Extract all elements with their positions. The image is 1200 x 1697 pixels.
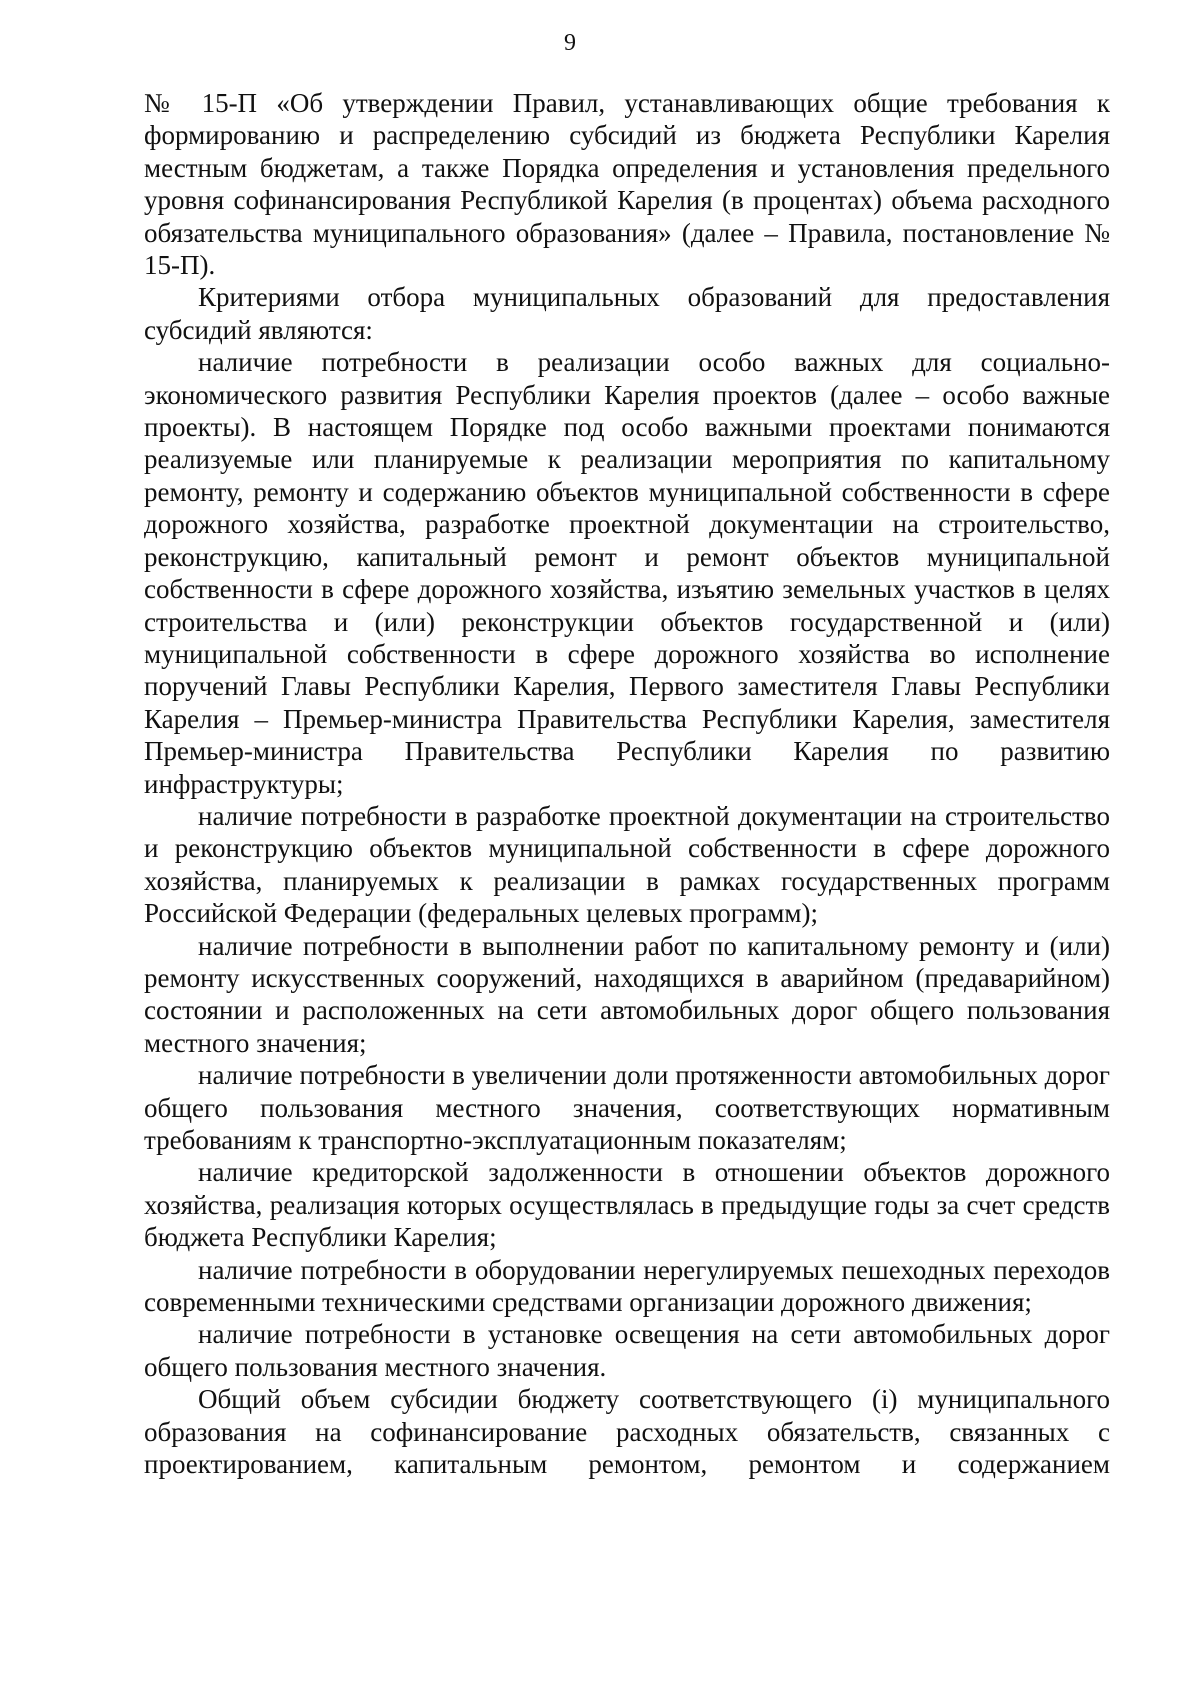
- paragraph-criterion-pedestrian-crossings: наличие потребности в оборудовании нерегулируемых пешеходных переходов современными техническими средствами организации дорожного движения;: [144, 1254, 1110, 1318]
- paragraph-subsidy-volume: Общий объем субсидии бюджету соответствующего (i) муниципального образования на софинансирование расходных обязательств, связанных с проектированием, капитальным ремонтом, ремонтом и содержанием: [144, 1384, 1110, 1480]
- document-body: [144, 87, 1110, 1480]
- page-number: 9: [564, 30, 576, 56]
- paragraph-criterion-artificial-structures: наличие потребности в выполнении работ по капитальному ремонту и (или) ремонту искусственных сооружений, находящихся в аварийном (предаварийном) состоянии и расположенных на сети автомобильных дорог общего пользования местного значения;: [144, 930, 1110, 1058]
- paragraph-criterion-accounts-payable: наличие кредиторской задолженности в отношении объектов дорожного хозяйства, реализация которых осуществлялась в предыдущие годы за счет средств бюджета Республики Карелия;: [144, 1157, 1110, 1253]
- paragraph-criterion-design-documentation: наличие потребности в разработке проектной документации на строительство и реконструкцию объектов муниципальной собственности в сфере дорожного хозяйства, планируемых к реализации в рамках государственных программ Российской Федерации (федеральных целевых программ);: [144, 800, 1110, 929]
- paragraph-selection-criteria-intro: Критериями отбора муниципальных образований для предоставления субсидий являются:: [144, 282, 1110, 345]
- paragraph-criterion-lighting: наличие потребности в установке освещения на сети автомобильных дорог общего пользования местного значения.: [144, 1319, 1110, 1382]
- paragraph-resolution-reference: № 15-П «Об утверждении Правил, устанавливающих общие требования к формированию и распределению субсидий из бюджета Республики Карелия местным бюджетам, а также Порядка определения и установления предельного уровня софинансирования Республикой Карелия (в процентах) объема расходного обязательства муниципального образования» (далее – Правила, постановление № 15-П).: [144, 88, 1110, 281]
- paragraph-criterion-important-projects: наличие потребности в реализации особо важных для социально-экономического развития Республики Карелия проектов (далее – особо важные проекты). В настоящем Порядке под особо важными проектами понимаются реализуемые или планируемые к реализации мероприятия по капитальному ремонту, ремонту и содержанию объектов муниципальной собственности в сфере дорожного хозяйства, разработке проектной документации на строительство, реконструкцию, капитальный ремонт и ремонт объектов муниципальной собственности в сфере дорожного хозяйства, изъятию земельных участков в целях строительства и (или) реконструкции объектов государственной и (или) муниципальной собственности в сфере дорожного хозяйства во исполнение поручений Главы Республики Карелия, Первого заместителя Главы Республики Карелия – Премьер-министра Правительства Республики Карелия, заместителя Премьер-министра Правительства Республики Карелия по развитию инфраструктуры;: [144, 347, 1110, 799]
- paragraph-criterion-road-share: наличие потребности в увеличении доли протяженности автомобильных дорог общего пользования местного значения, соответствующих нормативным требованиям к транспортно-эксплуатационным показателям;: [144, 1060, 1110, 1155]
